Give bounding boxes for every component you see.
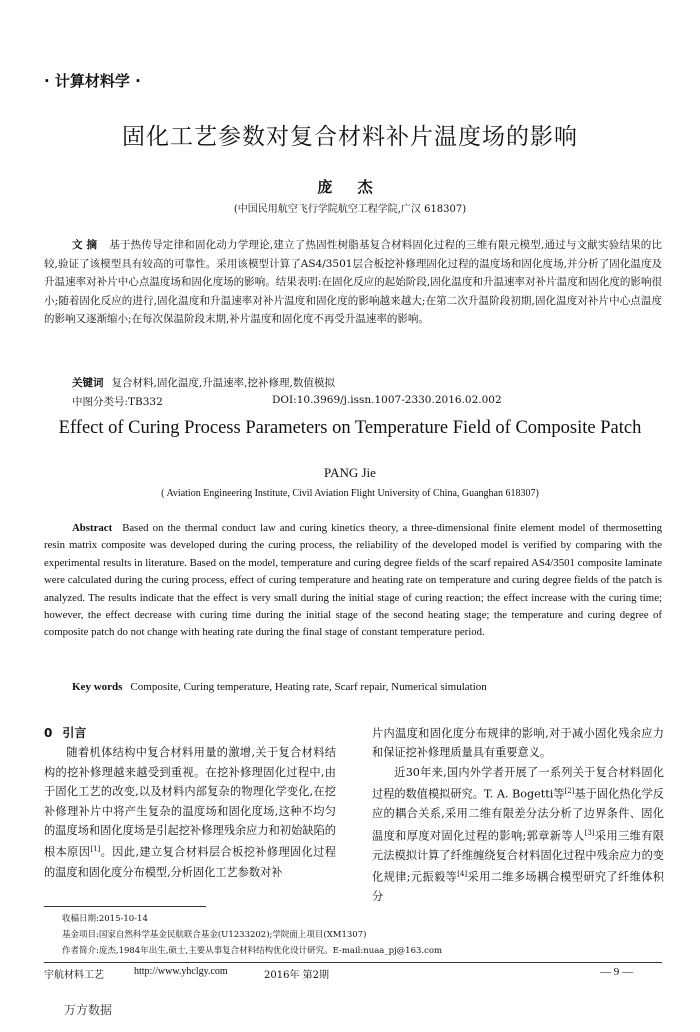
journal-name: 宇航材料工艺 (44, 970, 104, 981)
abstract-english-label: Abstract (72, 522, 113, 534)
keywords-chinese (72, 375, 335, 390)
doi: DOI:10.3969/j.issn.1007-2330.2016.02.002 (272, 394, 502, 406)
footnote-author: 作者简介:庞杰,1984年出生,硕士,主要从事复合材料结构优化设计研究。E-mail:nuaa_pj@163.com (62, 946, 443, 956)
body-left-column (44, 724, 336, 882)
section-number: 0 (44, 726, 53, 740)
paragraph-text: 片内温度和固化度分布规律的影响,对于减小固化残余应力和保证挖补修理质量具有重要意义。 (372, 727, 664, 760)
abstract-chinese-text: 基于热传导定律和固化动力学理论,建立了热固性树脂基复合材料固化过程的三维有限元模型,通过与文献实验结果的比较,验证了该模型具有较高的可靠性。采用该模型计算了AS4/3501层合板挖补修理固化过程的温度场和固化度场,并分析了固化温度及升温速率对补片中心点温度场和固化度场的影响。结果表明:在固化反应的起始阶段,固化温度和升温速率对补片温度和固化度的影响很小;随着固化反应的进行,固化温度和升温速率对补片温度和固化度的影响越来越大;在第二次升温阶段初期,固化温度对补片中心点温度的影响又逐渐缩小;在每次保温阶段末期,补片温度和固化度不再受升温速率的影响。 (44, 239, 662, 326)
citation: [3] (584, 828, 595, 837)
paragraph (372, 724, 664, 763)
abstract-chinese-label: 文 摘 (72, 239, 98, 251)
section-title: 引言 (62, 726, 87, 740)
page-number: — 9 — (600, 966, 633, 978)
author-english: PANG Jie (324, 465, 376, 480)
abstract-english (44, 520, 662, 642)
footnote-fund: 基金项目:国家自然科学基金民航联合基金(U1233202);学院面上项目(XM1307) (62, 930, 367, 940)
paragraph-text: 。因此,建立复合材料层合板挖补修理固化过程的温度和固化度分布模型,分析固化工艺参数对补 (44, 846, 336, 879)
paragraph-text: 采用三维有限元法模拟计算了纤维缠绕复合材料固化过程中残余应力的变化规律;元振毅等 (372, 829, 664, 885)
paragraph-text: 随着机体结构中复合材料用量的激增,关于复合材料结构的挖补修理越来越受到重视。在挖补修理固化过程中,由于固化工艺的改变,以及材料内部复杂的物理化学变化,在挖补修理补片中将产生复杂的温度场和固化度场,这种不均匀的温度场和固化度场是引起挖补修理残余应力和初始缺陷的根本原因 (44, 746, 336, 860)
journal-divider (44, 962, 662, 963)
journal-issue: 2016年 第2期 (264, 970, 329, 981)
section-heading (44, 724, 336, 743)
section-tag: · 计算材料学 · (44, 72, 141, 90)
author-chinese: 庞 杰 (317, 178, 383, 196)
affiliation-chinese: (中国民用航空飞行学院航空工程学院,广汉 618307) (233, 204, 467, 215)
title-english: Effect of Curing Process Parameters on Temperature Field of Composite Patch (58, 418, 642, 438)
paragraph (44, 743, 336, 882)
abstract-chinese (44, 236, 662, 329)
paragraph-text: 近30年来,国内外学者开展了一系列关于复合材料固化过程的数值模拟研究。T. A. Bogetti等 (372, 765, 664, 801)
affiliation-english: ( Aviation Engineering Institute, Civil Aviation Flight University of China, Guanghan 618307) (161, 488, 539, 499)
citation: [1] (90, 845, 101, 854)
watermark: 万方数据 (64, 1003, 113, 1017)
clc-number: 中图分类号:TB332 (72, 396, 163, 408)
keywords-english (72, 681, 487, 693)
citation: [4] (457, 870, 468, 879)
footnote-received: 收稿日期:2015-10-14 (62, 914, 148, 924)
journal-website: http://www.yhclgy.com (134, 966, 228, 977)
keywords-chinese-text: 复合材料,固化温度,升温速率,挖补修理,数值模拟 (111, 377, 335, 389)
keywords-chinese-label: 关键词 (72, 377, 104, 389)
paragraph-text: 采用二维多场耦合模型研究了纤维体积分 (372, 871, 664, 904)
footnote-divider (44, 906, 206, 907)
title-chinese: 固化工艺参数对复合材料补片温度场的影响 (122, 124, 578, 150)
classification-line (72, 394, 632, 409)
keywords-english-text: Composite, Curing temperature, Heating rate, Scarf repair, Numerical simulation (130, 681, 487, 693)
body-right-column (372, 724, 664, 907)
citation: [2] (564, 787, 575, 796)
paragraph-text: 基于固化热化学反应的耦合关系,采用二维有限差分法分析了边界条件、固化温度和厚度对固化过程的影响;郭章新等人 (372, 787, 664, 843)
abstract-english-text: Based on the thermal conduct law and curing kinetics theory, a three-dimensional finite element model of thermosetting resin matrix composite was developed during the curing process, the reliability of the developed model is verified by comparing with the experimental results in literature. Based on the model, temperature and curing degree fields of the scarf repaired AS4/3501 composite laminate were calculated during the curing process, effect of curing temperature and heating rate on temperature and curing degree fields of the patch is analyzed. The results indicate that the effect is very small during the initial stage of curing reaction; the effect increase with the curing time; however, the effect decrease with curing time during the initial stage of the second heating stage; the temperature and curing degree of composite patch do not change with heating rate during the final stage of constant temperature period. (44, 522, 662, 639)
keywords-english-label: Key words (72, 681, 123, 693)
paragraph (372, 763, 664, 907)
